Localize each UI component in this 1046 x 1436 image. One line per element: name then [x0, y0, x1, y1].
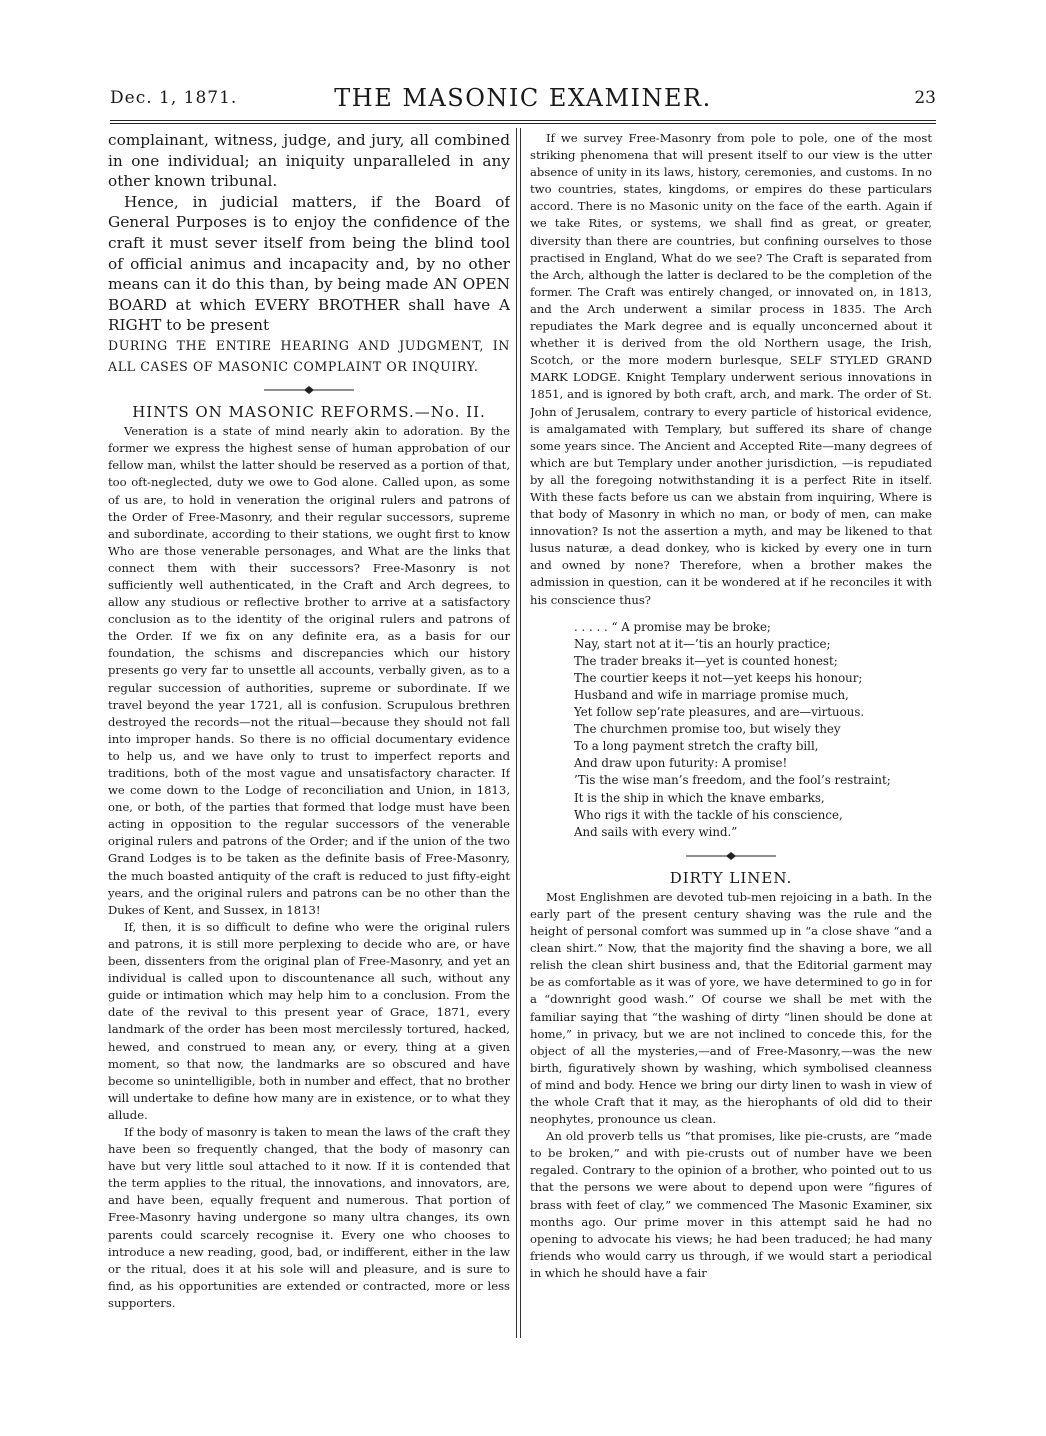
verse-line: Husband and wife in marriage promise much,: [574, 688, 849, 702]
section-title-dirty-linen: DIRTY LINEN.: [669, 868, 793, 887]
intro-paragraph-1: complainant, witness, judge, and jury, all combined in one individual; an iniquity unparalleled in any other known tribunal.: [108, 131, 510, 191]
verse-line: And draw upon futurity: A promise!: [574, 756, 788, 771]
verse-line: Nay, start not at it—’tis an hourly practice;: [574, 636, 831, 651]
publication-title: THE MASONIC EXAMINER.: [334, 84, 712, 112]
paragraph: Veneration is a state of mind nearly akin to adoration. By the former we express the highest sense of human approbation of our fellow man, whilst the latter should be reserved as a portion of that, too oft-neglected, duty we owe to God alone. Called upon, as some of us are, to hold in veneration the original rulers and patrons of the Order of Free-Masonry, and their regular successors, supreme and subordinate, according to their stations, we ought first to know Who are those venerable personages, and What are the links that connect them with their successors? Free-Masonry is not sufficiently well authenticated, in the Craft and Arch degrees, to allow any studious or reflective brother to arrive at a satisfactory conclusion as to the identity of the original rulers and patrons of the Order. If we fix on any definite era, as a basis for our foundation, the schisms and discrepancies which our history presents go very far to unsettle all accounts, verbally given, as to a regular succession of authorities, supreme or subordinate. If we travel beyond the year 1721, all is confusion. Scrupulous brethren destroyed the records—not the ritual—because they should not fall into improper hands. So there is no official documentary evidence to help us, and we have only to trust to imperfect reports and traditions, both of the most vague and unsatisfactory character. If we come down to the Lodge of reconciliation and Union, in 1813, one, or both, of the parties that formed that lodge must have been acting in opposition to the regular successors of the venerable original rulers and patrons of the Order; and if the union of the two Grand Lodges is to be taken as the definite basis of Free-Masonry, the much boasted antiquity of the craft is reduced to just fifty-eight years, and the original rulers and patrons can be no other than the Dukes of Kent, and Sussex, in 1813!: [108, 424, 510, 917]
verse-line: The trader breaks it—yet is counted honest;: [574, 653, 838, 668]
section-title-hints: HINTS ON MASONIC REFORMS.—No. II.: [132, 403, 486, 422]
intro-paragraph-2: Hence, in judicial matters, if the Board of General Purposes is to enjoy the confidence of the craft it must sever itself from being the blind tool of official animus and incapacity and, by no other means can it do this than, by being made AN OPEN BOARD at which EVERY BROTHER shall have A RIGHT to be present: [108, 192, 510, 335]
quoted-verse: [574, 619, 932, 841]
issue-date: Dec. 1, 1871.: [110, 88, 238, 108]
verse-line: Who rigs it with the tackle of his conscience,: [574, 807, 843, 822]
section-ornament: [264, 385, 354, 395]
left-column: [108, 130, 510, 1350]
verse-line: The churchmen promise too, but wisely they: [574, 722, 841, 737]
verse-line: The courtier keeps it not—yet keeps his honour;: [574, 670, 863, 685]
verse-line: And sails with every wind.”: [574, 824, 738, 839]
section-ornament: [686, 851, 776, 861]
page-number: 23: [914, 88, 936, 108]
paragraph: If, then, it is so difficult to define who were the original rulers and patrons, it is still more perplexing to decide who are, or have been, dissenters from the original plan of Free-Masonry, and yet an individual is called upon to discountenance all such, without any guide or intimation which may help him to a conclusion. From the date of the revival to this present year of Grace, 1871, every landmark of the order has been most mercilessly tortured, hacked, hewed, and construed to mean any, or every, thing at a given moment, so that now, the landmarks are so obscured and have become so unintelligible, both in number and effect, that no brother will undertake to define how many are in existence, or to what they allude.: [108, 919, 510, 1122]
masthead: [110, 82, 936, 116]
masthead-rule: [110, 120, 936, 124]
paragraph: An old proverb tells us “that promises, like pie-crusts, are “made to be broken,” and with pie-crusts out of number have we been regaled. Contrary to the opinion of a brother, who pointed out to us that the persons we were about to depend upon were “figures of brass with feet of clay,” we commenced The Masonic Examiner, six months ago. Our prime mover in this attempt said he had no opening to advocate his views; he had been traduced; he had many friends who would carry us through, if we would start a periodical in which he should have a fair: [530, 1129, 932, 1280]
verse-line: . . . . . “ A promise may be broke;: [574, 619, 771, 634]
paragraph: If we survey Free-Masonry from pole to pole, one of the most striking phenomena that will present itself to our view is the utter absence of unity in its laws, history, ceremonies, and customs. In no two countries, states, kingdoms, or empires do these particulars accord. There is no Masonic unity on the face of the earth. Again if we take Rites, or systems, we shall find as great, or greater, diversity than there are countries, but confining ourselves to those practised in England, What do we see? The Craft is separated from the Arch, although the latter is declared to be the completion of the former. The Craft was entirely changed, or innovated on, in 1813, and the Arch underwent a similar process in 1835. The Arch repudiates the Mark degree and is equally unconcerned about it whether it is derived from the old Northern usage, the Irish, Scotch, or the more modern burlesque, SELF STYLED GRAND MARK LODGE. Knight Templary underwent serious innovations in 1851, and is ignored by both craft, arch, and mark. The order of St. John of Jerusalem, contrary to every particle of historical evidence, is amalgamated with Templary, but suffered its share of change some years since. The Ancient and Accepted Rite—many degrees of which are but Templary under another jurisdiction, —is repudiated by all the foregoing notwithstanding it is a perfect Rite in itself. With these facts before us can we abstain from inquiring, Where is that body of Masonry in which no man, or body of men, can make innovation? Is not the assertion a myth, and may be likened to that lusus naturæ, a dead donkey, who is kicked by every one in turn and owned by none? Therefore, when a brother makes the admission in question, can it be wondered at if he reconciles it with his conscience thus?: [530, 131, 932, 607]
paragraph: Most Englishmen are devoted tub-men rejoicing in a bath. In the early part of the present century shaving was the rule and the height of personal comfort was summed up in “a close shave “and a clean shirt.” Now, that the majority find the shaving a bore, we all relish the clean shirt business and, that the Editorial garment may be as comfortable as it was of yore, we have determined to go in for a “downright good wash.” Of course we shall be met with the familiar saying that “the washing of dirty “linen should be done at home,” in privacy, but we are not inclined to concede this, for the object of all the mysteries,—and of Free-Masonry,—was the new birth, figuratively shown by washing, which symbolised cleanness of mind and body. Hence we bring our dirty linen to wash in view of the whole Craft that it may, as the hierophants of old did to their neophytes, pronounce us clean.: [530, 889, 932, 1127]
paragraph: If the body of masonry is taken to mean the laws of the craft they have been so frequently changed, that the body of masonry can have but very little soul attached to it now. If it is contended that the term applies to the ritual, the innovations, and innovators, are, and have been, equally frequent and numerous. That portion of Free-Masonry having undergone so many ultra changes, its own parents could scarcely recognise it. Every one who chooses to introduce a new reading, good, bad, or indifferent, either in the law or the ritual, does it at his sole will and pleasure, and is sure to find, as his opportunities are extended or contracted, more or less supporters.: [108, 1124, 510, 1310]
verse-line: ’Tis the wise man’s freedom, and the fool’s restraint;: [574, 773, 891, 788]
verse-line: It is the ship in which the knave embarks,: [574, 790, 825, 805]
right-column: [530, 130, 932, 1350]
column-divider: [516, 128, 521, 1338]
verse-line: Yet follow sep’rate pleasures, and are—virtuous.: [574, 705, 865, 720]
verse-line: To a long payment stretch the crafty bill,: [574, 739, 819, 754]
intro-paragraph-2-caps: DURING THE ENTIRE HEARING AND JUDGMENT, IN ALL CASES OF MASONIC COMPLAINT OR INQUIRY.: [108, 337, 510, 374]
